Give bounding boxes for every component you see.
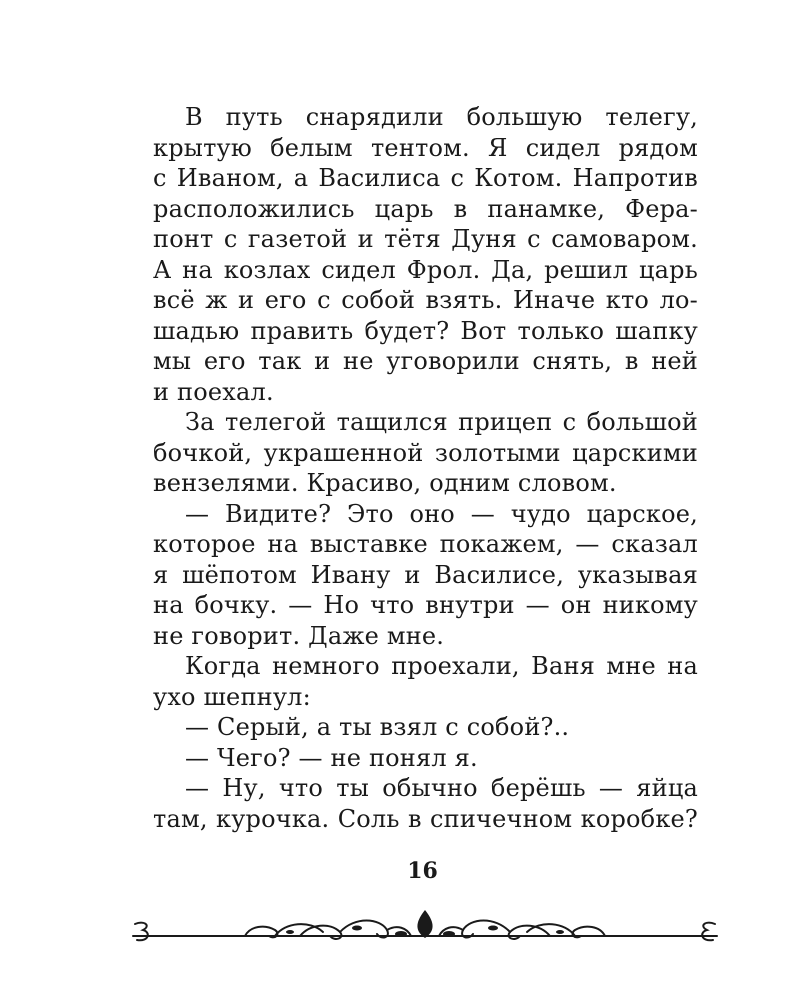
body-text [153, 102, 698, 834]
text-line: — Видите? Это оно — чудо царское, [185, 499, 698, 528]
decorative-divider-icon [125, 902, 725, 952]
text-line: не говорит. Даже мне. [153, 621, 445, 650]
text-line: ухо шепнул: [153, 682, 311, 711]
text-line: шадью править будет? Вот только шапку [153, 316, 698, 345]
page-number: 16 [407, 858, 438, 884]
text-line: всё ж и его с собой взять. Иначе кто ло- [153, 286, 698, 314]
text-line: бочкой, украшенной золотыми царскими [153, 438, 698, 467]
text-line: крытую белым тентом. Я сидел рядом [153, 133, 698, 162]
text-line: мы его так и не уговорили снять, в ней [153, 347, 698, 375]
text-line: на бочку. — Но что внутри — он никому [153, 591, 698, 619]
text-line: которое на выставке покажем, — сказал [153, 530, 698, 558]
text-line: расположились царь в панамке, Фера- [153, 194, 698, 223]
text-line: А на козлах сидел Фрол. Да, решил царь [153, 255, 698, 284]
text-line: понт с газетой и тётя Дуня с самоваром. [153, 225, 698, 253]
text-line: Когда немного проехали, Ваня мне на [185, 652, 698, 680]
text-line: — Чего? — не понял я. [185, 743, 478, 772]
text-line: и поехал. [153, 377, 274, 406]
text-line: За телегой тащился прицеп с большой [185, 408, 698, 436]
text-line: В путь снарядили большую телегу, [185, 103, 698, 131]
text-line: — Ну, что ты обычно берёшь — яйца [185, 774, 698, 802]
text-line: я шёпотом Ивану и Василисе, указывая [153, 560, 698, 589]
text-line: с Иваном, а Василиса с Котом. Напротив [153, 164, 698, 192]
text-line: — Серый, а ты взял с собой?.. [185, 713, 570, 741]
text-line: там, курочка. Соль в спичечном коробке? [153, 804, 698, 833]
text-line: вензелями. Красиво, одним словом. [153, 469, 617, 497]
